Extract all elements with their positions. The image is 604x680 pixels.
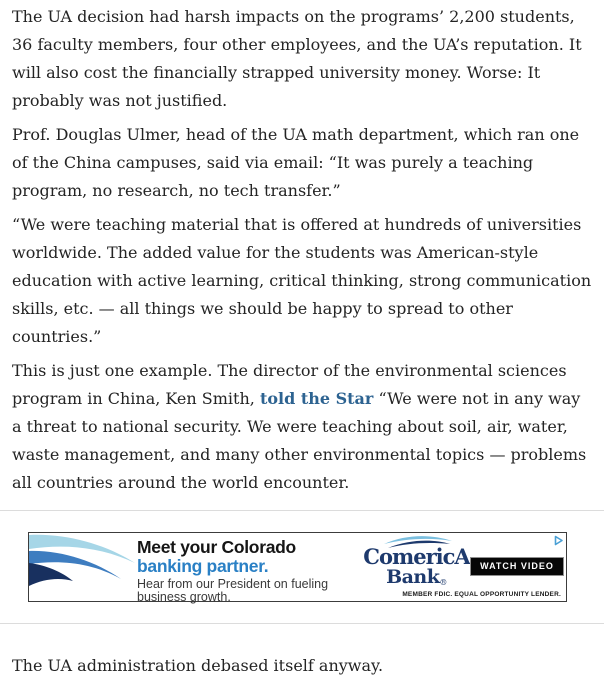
ad-subtext [137,578,328,604]
registered-trademark-mark: ® [439,578,447,587]
comerica-logo [354,535,479,592]
article-paragraph-4 [0,357,604,497]
article-paragraph-1: The UA decision had harsh impacts on the programs’ 2,200 students, 36 faculty members, four other employees, and the UA’s reputation. It will also cost the financially strapped university money. Worse: It probably was not justified. [12,7,582,110]
comerica-brand-name: ComericA [363,544,470,569]
paragraph-text-after-link: “We were not in any way a threat to national security. We were teaching about soil, air, water, waste management, and many other environmental topics — problems all countries around the world encounter. [12,389,587,492]
closing-paragraph: The UA administration debased itself anyway. [12,656,384,675]
comerica-ad-banner[interactable] [28,532,567,602]
ad-headline-line2: banking partner. [137,556,269,576]
adchoices-icon[interactable] [553,535,564,546]
ad-disclaimer: MEMBER FDIC. EQUAL OPPORTUNITY LENDER. [402,591,561,598]
article-paragraph-2: Prof. Douglas Ulmer, head of the UA math department, which ran one of the China campuses, said via email: “It was purely a teaching program, no research, no tech transfer.” [12,125,580,200]
comerica-brand-sub [354,568,479,592]
ad-headline-line1: Meet your Colorado [137,537,296,557]
article-paragraph-3: “We were teaching material that is offered at hundreds of universities worldwide. The added value for the students was American-style education with active learning, critical thinking, strong communication skills, etc. — all things we should be happy to spread to other countries.” [12,215,592,346]
told-the-star-link[interactable]: told the Star [259,389,374,408]
paragraph-text-before-link: This is just one example. The director of the environmental sciences program in China, Ken Smith, [12,361,567,408]
ad-copy [137,537,328,604]
bank-swoosh-icon [29,533,135,601]
comerica-bank-word: Bank [386,566,440,588]
watch-video-button[interactable]: WATCH VIDEO [470,557,564,576]
ad-subtext-line2: business growth. [137,590,231,604]
divider-bottom [0,623,604,624]
divider-top [0,510,604,511]
ad-subtext-line1: Hear from our President on fueling [137,577,329,591]
